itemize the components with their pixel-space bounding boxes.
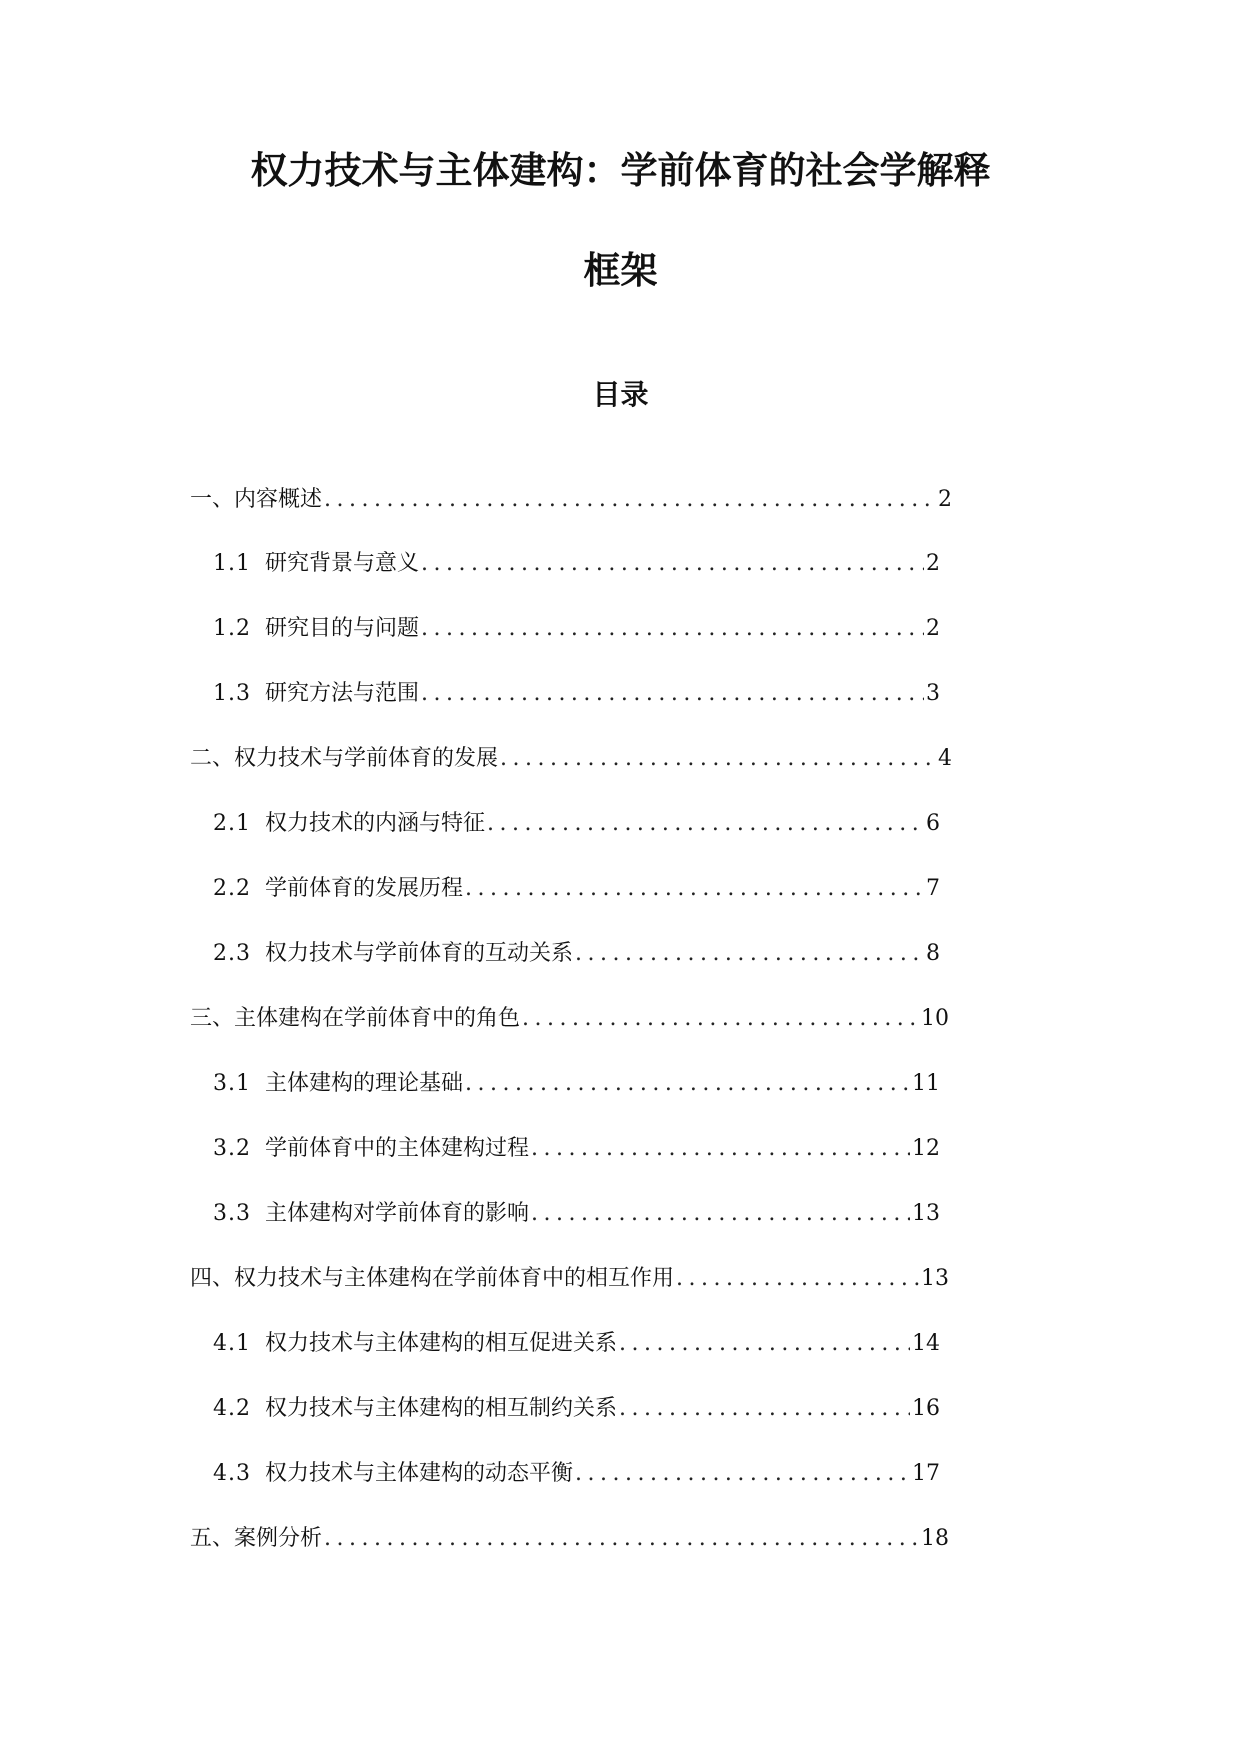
toc-leader-dots xyxy=(419,613,924,645)
toc-entry[interactable] xyxy=(190,1003,949,1035)
toc-entry-number: 2.3 xyxy=(213,941,251,966)
toc-page-number: 17 xyxy=(912,1461,940,1486)
toc-page-number: 8 xyxy=(926,941,940,966)
toc-entry-label: 一、内容概述 xyxy=(190,487,323,512)
toc-entry[interactable] xyxy=(213,613,940,645)
toc-entry-label: 权力技术与主体建构的相互制约关系 xyxy=(265,1396,618,1421)
toc-page-number: 3 xyxy=(926,681,940,706)
toc-leader-dots xyxy=(674,1263,919,1295)
toc-entry[interactable] xyxy=(213,1328,940,1360)
toc-leader-dots xyxy=(419,678,924,710)
toc-page-number: 6 xyxy=(926,811,940,836)
toc-entry[interactable] xyxy=(213,548,940,580)
toc-entry[interactable] xyxy=(213,678,940,710)
toc-page-number: 2 xyxy=(926,616,940,641)
toc-entry-label: 五、案例分析 xyxy=(190,1526,323,1551)
toc-entry-number: 2.1 xyxy=(213,811,251,836)
toc-page-number: 18 xyxy=(921,1526,949,1551)
toc-entry-number: 3.1 xyxy=(213,1071,251,1096)
toc-page-number: 13 xyxy=(912,1201,940,1226)
toc-page-number: 13 xyxy=(921,1266,949,1291)
toc-heading: 目录 xyxy=(592,378,649,411)
toc-leader-dots xyxy=(463,873,924,905)
document-title: 权力技术与主体建构：学前体育的社会学解释 xyxy=(250,148,991,192)
toc-page-number: 16 xyxy=(912,1396,940,1421)
toc-leader-dots xyxy=(529,1133,910,1165)
toc-leader-dots xyxy=(419,548,924,580)
toc-entry[interactable] xyxy=(213,1458,940,1490)
toc-entry[interactable] xyxy=(190,1263,949,1295)
toc-leader-dots xyxy=(463,1068,910,1100)
toc-entry[interactable] xyxy=(213,1393,940,1425)
toc-page-number: 2 xyxy=(938,487,952,512)
toc-leader-dots xyxy=(322,484,936,516)
toc-leader-dots xyxy=(529,1198,910,1230)
document-title-continued: 框架 xyxy=(583,248,658,292)
toc-entry-label: 主体建构的理论基础 xyxy=(265,1071,464,1096)
toc-entry[interactable] xyxy=(190,1523,949,1555)
toc-entry[interactable] xyxy=(190,743,952,775)
toc-entry-number: 3.3 xyxy=(213,1201,251,1226)
toc-entry[interactable] xyxy=(190,484,952,516)
toc-entry[interactable] xyxy=(213,938,940,970)
toc-entry-number: 1.2 xyxy=(213,616,251,641)
toc-leader-dots xyxy=(520,1003,919,1035)
toc-leader-dots xyxy=(617,1328,910,1360)
toc-leader-dots xyxy=(485,808,924,840)
toc-leader-dots xyxy=(322,1523,919,1555)
toc-page-number: 12 xyxy=(912,1136,940,1161)
toc-entry[interactable] xyxy=(213,1133,940,1165)
toc-entry-number: 1.1 xyxy=(213,551,251,576)
toc-entry-number: 4.3 xyxy=(213,1461,251,1486)
toc-entry-number: 2.2 xyxy=(213,876,251,901)
toc-entry-label: 研究目的与问题 xyxy=(265,616,420,641)
toc-entry-label: 权力技术的内涵与特征 xyxy=(265,811,486,836)
toc-page-number: 10 xyxy=(921,1006,949,1031)
toc-entry[interactable] xyxy=(213,808,940,840)
toc-page-number: 4 xyxy=(938,746,952,771)
toc-entry-label: 权力技术与主体建构的动态平衡 xyxy=(265,1461,574,1486)
toc-leader-dots xyxy=(573,938,924,970)
toc-entry-label: 主体建构对学前体育的影响 xyxy=(265,1201,530,1226)
toc-entry-number: 4.1 xyxy=(213,1331,251,1356)
toc-entry[interactable] xyxy=(213,1198,940,1230)
toc-entry-label: 权力技术与学前体育的互动关系 xyxy=(265,941,574,966)
toc-page-number: 2 xyxy=(926,551,940,576)
toc-entry[interactable] xyxy=(213,1068,940,1100)
toc-entry-label: 四、权力技术与主体建构在学前体育中的相互作用 xyxy=(190,1266,675,1291)
toc-leader-dots xyxy=(617,1393,910,1425)
toc-entry-label: 研究方法与范围 xyxy=(265,681,420,706)
toc-leader-dots xyxy=(498,743,936,775)
toc-entry-label: 权力技术与主体建构的相互促进关系 xyxy=(265,1331,618,1356)
toc-entry-label: 学前体育的发展历程 xyxy=(265,876,464,901)
toc-page-number: 7 xyxy=(926,876,940,901)
toc-entry-number: 3.2 xyxy=(213,1136,251,1161)
toc-entry-label: 学前体育中的主体建构过程 xyxy=(265,1136,530,1161)
toc-entry-number: 4.2 xyxy=(213,1396,251,1421)
toc-entry-label: 三、主体建构在学前体育中的角色 xyxy=(190,1006,521,1031)
toc-entry[interactable] xyxy=(213,873,940,905)
toc-entry-label: 二、权力技术与学前体育的发展 xyxy=(190,746,499,771)
toc-entry-label: 研究背景与意义 xyxy=(265,551,420,576)
toc-entry-number: 1.3 xyxy=(213,681,251,706)
toc-page-number: 14 xyxy=(912,1331,940,1356)
toc-leader-dots xyxy=(573,1458,910,1490)
toc-page-number: 11 xyxy=(912,1071,940,1096)
